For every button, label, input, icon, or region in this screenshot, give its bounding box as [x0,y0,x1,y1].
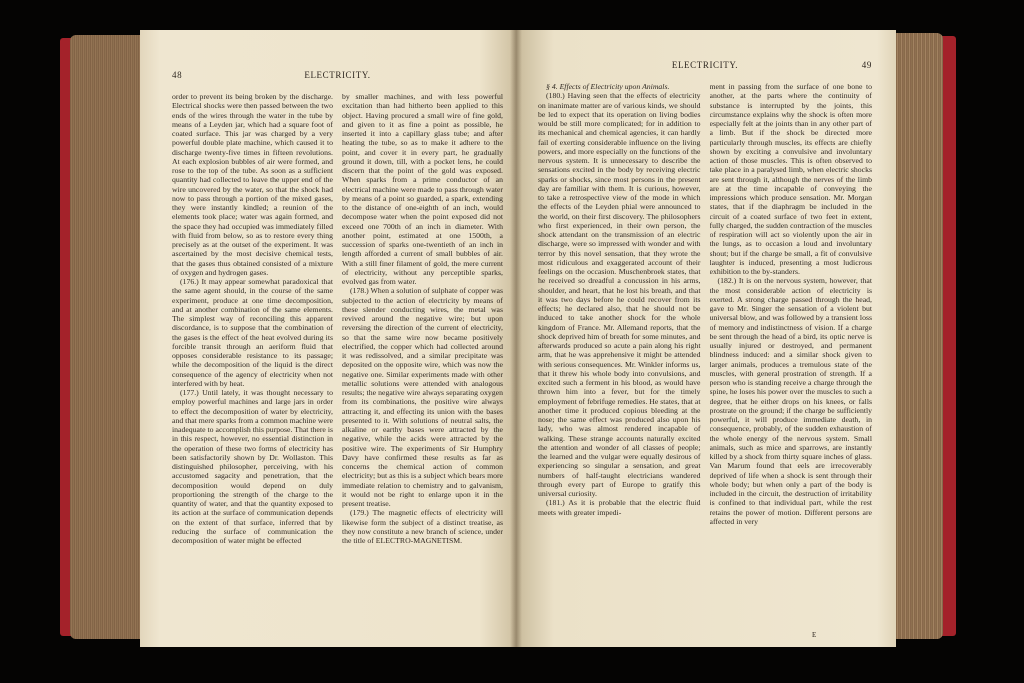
book-gutter [510,30,522,647]
right-page-header [538,60,872,76]
paragraph: (178.) When a solution of sulphate of copper was subjected to the action of electricity by means of these slender conducting wires, the metal was revived around the negative wire; but upon reversing the direction of the current of electricity, so that the same wire now became positively electrified, the copper which had collected around it was redissolved, and a similar precipitate was deposited on the opposite wire, which was now the negative one. Similar experiments made with other metallic solutions were attended with analogous results; the negative wire always separating oxygen from its combinations, the positive wire always attracting it, and effecting its union with the bases presented to it. With solutions of neutral salts, the alkaline or earthy bases were attracted by the negative, while the acids were attracted by the positive wire. The experiments of Sir Humphry Davy have confirmed these results as far as concerns the chemical action of common electricity; but as this is a subject which bears more immediate relation to chemistry and to galvanism, it would not be right to enlarge upon it in the present treatise. [342,286,503,508]
right-page [516,30,896,647]
running-head: ELECTRICITY. [304,70,371,80]
paragraph: (176.) It may appear somewhat paradoxical that the same agent should, in the course of the same experiment, produce at one time decomposition, and at another combination of the same elements. The simplest way of reconciling this apparent discordance, is to suppose that the combination of the gases is the effect of the heat evolved during its forcible transit through an aeriform fluid that opposes considerable resistance to its passage; while the decomposition of the liquid is the direct consequence of the agency of electricity when not interfered with by heat. [172,277,333,388]
paragraph: by smaller machines, and with less powerful excitation than had hitherto been applied to this object. Having procured a small wire of fine gold, and given to it as fine a point as possible, he inserted it into a capillary glass tube; and after heating the tube, so as to make it adhere to the point, and cover it in every part, he gradually ground it down, till, with a pocket lens, he could discern that the point of the gold was exposed. When sparks from a prime conductor of an electrical machine were made to pass through water by means of a point so guarded, a spark, extending to the distance of one-eighth of an inch, would decompose water when the point exposed did not exceed one 700th of an inch in diameter. With another point, estimated at one 1500th, a succession of sparks one-twentieth of an inch in length afforded a current of small bubbles of air. With a still finer filament of gold, the mere current of electricity, without any perceptible sparks, evolved gas from water. [342,92,503,286]
paragraph: ment in passing from the surface of one bone to another, at the parts where the continuity of substance is interrupted by the joints, this circumstance explains why the shock is often more especially felt at the joints than in any other part of a limb. But if the shock be directed more particularly through muscles, its effects are chiefly shown by exciting a convulsive and involuntary action of those muscles. This is often observed to take place in a paralysed limb, when electric shocks are sent through it, although the nerves of the limb are at the time incapable of conveying the impressions which produce sensation. Mr. Morgan states, that if the diaphragm be included in the circuit of a coated surface of two feet in extent, fully charged, the sudden contraction of the muscles of respiration will act so violently upon the air in the lungs, as to occasion a loud and involuntary shout; but if the charge be small, a fit of convulsive laughter is induced, presenting a most ludicrous exhibition to the by-standers. [709,82,872,276]
page-number: 49 [861,60,872,70]
paragraph: (177.) Until lately, it was thought necessary to employ powerful machines and large jars in order to effect the decomposition of water by electricity, and that mere sparks from a common machine were inadequate to accomplish this purpose. That there is in this respect, however, no essential distinction in the operation of these two forms of electricity has been satisfactorily shown by Dr. Wollaston. This distinguished philosopher, perceiving, with his accustomed sagacity and penetration, that the decomposition would depend on duly proportioning the strength of the charge to the quantity of water, and that the quantity exposed to its action at the surface of communication depends on the extent of that surface, inferred that by reducing the surface of communication the decomposition of water might be effected [172,388,333,545]
paragraph: order to prevent its being broken by the discharge. Electrical shocks were then passed between the two ends of the wires through the water in the tube by means of a Leyden jar, which had a square foot of coated surface. This jar was charged by a very powerful double plate machine, which caused it to discharge twenty-five times in fifteen revolutions. At each explosion bubbles of air were formed, and rose to the top of the tube. As soon as a sufficient quantity had collected to leave the upper end of the wire uncovered by the water, so that the shock had now to pass through a portion of the mixed gases, they were instantly kindled; a reunion of the elements took place; water was again formed, and the space they had occupied was immediately filled with fluid from below, so as to restore every thing precisely as at the outset of the experiment. It was ascertained by the most decisive chemical tests, that the gases thus obtained consisted of a mixture of oxygen and hydrogen gases. [172,92,333,277]
running-head: ELECTRICITY. [671,60,739,70]
text-column-1 [538,82,701,646]
left-page-header [172,70,503,86]
left-page [140,30,517,647]
paragraph: (179.) The magnetic effects of electricity will likewise form the subject of a distinct treatise, as they now constitute a new branch of science, under the title of ELECTRO-MAGNETISM. [342,508,503,545]
paragraph: (182.) It is on the nervous system, however, that the most considerable action of electricity is exerted. A strong charge passed through the head, gave to Mr. Singer the sensation of a violent but universal blow, and was followed by a transient loss of memory and indistinctness of vision. If a charge be sent through the head of a bird, its optic nerve is usually injured or destroyed, and permanent blindness induced: and a similar shock given to larger animals, produces a tremulous state of the muscles, with general prostration of strength. If a person who is standing receive a charge through the spine, he loses his power over the muscles to such a degree, that he either drops on his knees, or falls prostrate on the ground; if the charge be sufficiently powerful, it will produce immediate death, in consequence, probably, of the sudden exhaustion of the whole energy of the nervous system. Small animals, such as mice and sparrows, are instantly killed by a shock from thirty square inches of glass. Van Marum found that eels are irrecoverably deprived of life when a shock is sent through their whole body; but when only a part of the body is included in the circuit, the destruction of irritability is confined to that individual part, while the rest retains the power of motion. Different persons are affected in very [709,276,872,526]
text-column-2 [342,92,503,647]
paragraph: (181.) As it is probable that the electric fluid meets with greater impedi- [538,498,701,517]
text-column-1 [172,92,333,647]
page-edges-left [70,35,142,639]
paragraph: (180.) Having seen that the effects of electricity on inanimate matter are of various kinds, we should be led to expect that its operation on living bodies would be still more complicated; for in addition to its mechanical and chemical agencies, it can hardly fail of exerting considerable influence on the living powers, and more especially on the functions of the nervous system. It is unnecessary to describe the sensations excited in the body by receiving electric sparks or shocks, since most persons in the present day are familiar with them. It is curious, however, to take a retrospective view of the mode in which the effects of the Leyden phial were announced to the world, on their first discovery. The philosophers who first experienced, in their own person, the shock attendant on the transmission of an electric discharge, were so impressed with wonder and with terror by this novel sensation, that they wrote the most ridiculous and exaggerated account of their feelings on the occasion. Muschenbroek states, that he received so dreadful a concussion in his arms, shoulder, and heart, that he lost his breath, and that it was two days before he could recover from its effects; he declared also, that he should not be induced to take another shock for the whole kingdom of France. Mr. Allemand reports, that the shock deprived him of breath for some minutes, and afterwards produced so acute a pain along his right arm, that he was apprehensive it might be attended with serious consequences. Mr. Winkler informs us, that it threw his whole body into convulsions, and excited such a ferment in his blood, as would have thrown him into a fever, but for the timely employment of febrifuge remedies. He states, that at another time it produced copious bleeding at the nose; the same effect was produced also upon his lady, who was almost rendered incapable of walking. These strange accounts naturally excited the attention and wonder of all classes of people; the learned and the vulgar were equally desirous of experiencing so singular a sensation, and great numbers of half-taught electricians wandered through every part of Europe to gratify this universal curiosity. [538,91,701,498]
page-edges-right [893,33,943,639]
page-number: 48 [172,70,183,80]
signature-mark: E [812,631,817,639]
text-column-2 [710,82,873,646]
section-heading: § 4. Effects of Electricity upon Animals. [546,82,670,91]
